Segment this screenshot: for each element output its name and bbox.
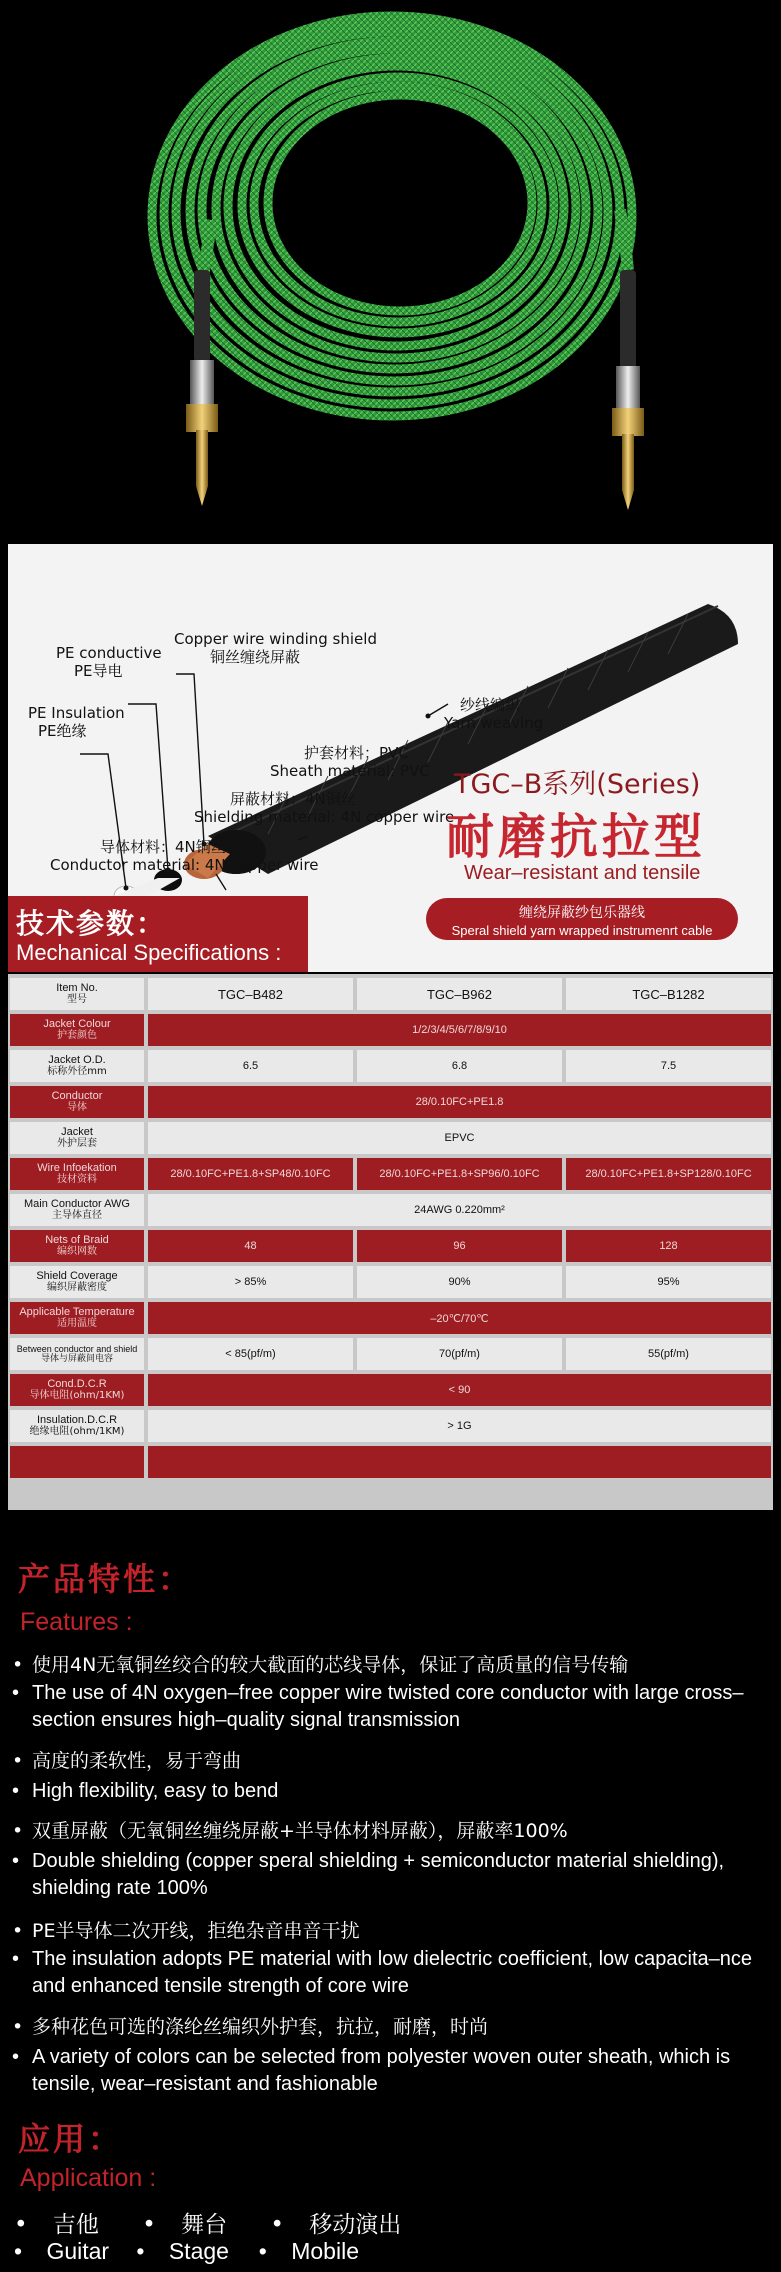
cable-type-pill: [426, 898, 738, 940]
row-label-en: Between conductor and shield: [16, 1344, 138, 1354]
empty-cell: [10, 1446, 144, 1478]
table-row: [8, 1336, 773, 1370]
row-label-en: Conductor: [51, 1090, 103, 1102]
feature-text: 使用4N无氧铜丝绞合的较大截面的芯线导体，保证了高质量的信号传输: [32, 1654, 629, 1676]
row-value-1: < 85(pf/m): [148, 1338, 353, 1370]
header-col-1: TGC–B482: [148, 978, 353, 1010]
row-label: [10, 1086, 144, 1118]
row-value-2: 6.8: [357, 1050, 562, 1082]
feature-text: Double shielding (copper speral shielding + semiconductor material shielding), shielding rate 100%: [32, 1850, 725, 1899]
table-row: [8, 1192, 773, 1226]
pill-cn: 缠绕屏蔽纱包乐器线: [519, 905, 645, 921]
row-label-en: Applicable Temperature: [19, 1306, 135, 1318]
row-label: [10, 1050, 144, 1082]
feature-item-3-en: [12, 1848, 772, 1902]
row-label: [10, 1158, 144, 1190]
row-value: < 90: [148, 1374, 771, 1406]
table-row-empty: [8, 1444, 773, 1478]
row-value-2: 90%: [357, 1266, 562, 1298]
label-sheath-en: Sheath material: PVC: [270, 762, 430, 780]
row-value-3: 95%: [566, 1266, 771, 1298]
bullet-icon: •: [14, 2212, 28, 2238]
feature-item-3-cn: [12, 1818, 772, 1845]
table-header-label: [10, 978, 144, 1010]
table-row: [8, 1264, 773, 1298]
row-label-en: Nets of Braid: [45, 1234, 109, 1246]
row-value: –20℃/70℃: [148, 1302, 771, 1334]
row-label-en: Cond.D.C.R: [47, 1378, 107, 1390]
spec-banner-en: Mechanical Specifications :: [16, 940, 282, 965]
feature-text: 多种花色可选的涤纶丝编织外护套，抗拉，耐磨，时尚: [32, 2016, 489, 2038]
row-label-cn: 外护层套: [57, 1138, 97, 1149]
label-copper-shield-en: Copper wire winding shield: [174, 630, 377, 648]
row-label-cn: 导体电阻(ohm/1KM): [29, 1390, 125, 1401]
product-type-subtitle: Wear–resistant and tensile: [464, 862, 701, 884]
feature-item-1-en: [12, 1680, 772, 1734]
app-label: Guitar: [46, 2238, 110, 2264]
bullet-icon: •: [12, 1948, 20, 1970]
table-row: [8, 1408, 773, 1442]
empty-cell: [148, 1446, 771, 1478]
bullet-icon: •: [136, 2238, 145, 2264]
row-label-cn: 护套颜色: [57, 1030, 97, 1041]
row-value-3: 128: [566, 1230, 771, 1262]
features-title-cn: 产品特性：: [18, 1560, 194, 1598]
bullet-icon: •: [12, 1780, 20, 1802]
product-type-title: 耐磨抗拉型: [446, 809, 707, 865]
feature-text: A variety of colors can be selected from polyester woven outer sheath, which is tensile, wear–resistant and fashionable: [32, 2046, 731, 2095]
row-label-cn: 绝缘电阻(ohm/1KM): [29, 1426, 125, 1437]
row-label-en: Shield Coverage: [36, 1270, 118, 1282]
table-row: [8, 1048, 773, 1082]
app-label: 移动演出: [309, 2212, 402, 2238]
row-label: [10, 1410, 144, 1442]
bullet-icon: •: [142, 2212, 156, 2238]
header-label-en: Item No.: [56, 982, 98, 994]
row-label-cn: 导体: [67, 1102, 87, 1113]
bullet-icon: •: [12, 1750, 24, 1772]
row-value-2: 70(pf/m): [357, 1338, 562, 1370]
feature-item-4-cn: [12, 1918, 772, 1945]
row-value: 24AWG 0.220mm²: [148, 1194, 771, 1226]
app-label: Stage: [168, 2238, 229, 2264]
feature-text: 双重屏蔽（无氧铜丝缠绕屏蔽+半导体材料屏蔽），屏蔽率100%: [32, 1820, 568, 1842]
row-value-2: 28/0.10FC+PE1.8+SP96/0.10FC: [357, 1158, 562, 1190]
bullet-icon: •: [12, 2016, 24, 2038]
row-value-1: 6.5: [148, 1050, 353, 1082]
bullet-icon: •: [12, 1654, 24, 1676]
bullet-icon: •: [12, 1850, 20, 1872]
bullet-icon: •: [12, 1682, 20, 1704]
coiled-cable-illustration: [0, 0, 781, 540]
row-label-en: Insulation.D.C.R: [36, 1414, 118, 1426]
row-label-cn: 标称外径mm: [47, 1066, 107, 1077]
label-sheath-cn: 护套材料：PVC: [304, 744, 409, 762]
app-item: [270, 2206, 419, 2239]
label-shielding-cn: 屏蔽材料：4N铜丝: [230, 790, 356, 808]
application-list-en: [14, 2238, 395, 2265]
application-list-cn: [14, 2206, 437, 2239]
label-pe-conductive-en: PE conductive: [56, 644, 162, 662]
feature-item-4-en: [12, 1946, 772, 2000]
row-label: [10, 1122, 144, 1154]
row-label: [10, 1194, 144, 1226]
app-item: [142, 2206, 245, 2239]
row-value-1: > 85%: [148, 1266, 353, 1298]
row-label: [10, 1266, 144, 1298]
row-value-3: 55(pf/m): [566, 1338, 771, 1370]
row-label: [10, 1338, 144, 1370]
feature-text: PE半导体二次开线，拒绝杂音串音干扰: [32, 1920, 360, 1942]
feature-text: The insulation adopts PE material with low dielectric coefficient, low capacita–nce and enhanced tensile strength of core wire: [32, 1948, 752, 1997]
row-value-1: 48: [148, 1230, 353, 1262]
table-row: [8, 1012, 773, 1046]
spec-banner-cn: 技术参数：: [16, 907, 167, 940]
cable-structure-diagram: [8, 544, 773, 972]
bullet-icon: •: [14, 2238, 23, 2264]
row-value-3: 7.5: [566, 1050, 771, 1082]
feature-item-5-cn: [12, 2014, 772, 2041]
series-title: TGC–B系列(Series): [454, 769, 701, 800]
bullet-icon: •: [12, 1920, 24, 1942]
label-pe-insulation-en: PE Insulation: [28, 704, 125, 722]
table-row: [8, 1084, 773, 1118]
row-label-en: Jacket: [61, 1126, 93, 1138]
table-row: [8, 1300, 773, 1334]
table-row: [8, 1372, 773, 1406]
row-label: [10, 1230, 144, 1262]
row-value: 28/0.10FC+PE1.8: [148, 1086, 771, 1118]
row-label-cn: 主导体直径: [52, 1210, 102, 1221]
pill-en: Speral shield yarn wrapped instrumenrt cable: [451, 923, 713, 938]
feature-text: 高度的柔软性，易于弯曲: [32, 1750, 242, 1772]
feature-text: High flexibility, easy to bend: [32, 1780, 279, 1802]
feature-item-5-en: [12, 2044, 772, 2098]
app-label: Mobile: [291, 2238, 359, 2264]
header-label-cn: 型号: [67, 994, 87, 1005]
row-label-cn: 适用温度: [57, 1318, 97, 1329]
row-label-cn: 技材资料: [57, 1174, 97, 1185]
row-label-en: Wire Infoekation: [37, 1162, 117, 1174]
label-pe-conductive-cn: PE导电: [74, 662, 123, 680]
table-header-row: [8, 976, 773, 1010]
row-label-en: Jacket O.D.: [48, 1054, 106, 1066]
label-copper-shield-cn: 铜丝缠绕屏蔽: [210, 648, 301, 666]
bullet-icon: •: [258, 2238, 267, 2264]
row-label-en: Main Conductor AWG: [24, 1198, 130, 1210]
spec-banner: [8, 896, 308, 972]
row-value: EPVC: [148, 1122, 771, 1154]
bullet-icon: •: [12, 2046, 20, 2068]
row-value: > 1G: [148, 1410, 771, 1442]
row-label-cn: 编织网数: [57, 1246, 97, 1257]
features-title-en: Features :: [20, 1608, 133, 1636]
row-value-1: 28/0.10FC+PE1.8+SP48/0.10FC: [148, 1158, 353, 1190]
table-row: [8, 1156, 773, 1190]
app-label: 舞台: [181, 2212, 228, 2238]
row-value-3: 28/0.10FC+PE1.8+SP128/0.10FC: [566, 1158, 771, 1190]
bullet-icon: •: [270, 2212, 284, 2238]
feature-item-2-en: [12, 1778, 772, 1805]
table-row: [8, 1120, 773, 1154]
row-value-2: 96: [357, 1230, 562, 1262]
row-label-cn: 编织屏蔽密度: [47, 1282, 107, 1293]
app-item: [259, 2238, 377, 2265]
label-pe-insulation-cn: PE绝缘: [38, 722, 87, 740]
label-shielding-en: Shielding material: 4N copper wire: [194, 808, 455, 826]
feature-text: The use of 4N oxygen–free copper wire twisted core conductor with large cross–section ensures high–quality signal transmission: [32, 1682, 744, 1731]
row-label-cn: 导体与屏蔽间电容: [40, 1354, 113, 1364]
feature-item-1-cn: [12, 1652, 772, 1679]
row-label-en: Jacket Colour: [43, 1018, 111, 1030]
hero-cable-image: [0, 0, 781, 540]
app-item: [14, 2238, 112, 2265]
row-label: [10, 1302, 144, 1334]
label-yarn-en: Yarn weaving: [444, 714, 544, 732]
label-yarn-cn: 纱线编织: [460, 696, 521, 714]
application-title-cn: 应用：: [18, 2120, 124, 2158]
bullet-icon: •: [12, 1820, 24, 1842]
feature-item-2-cn: [12, 1748, 772, 1775]
app-item: [14, 2206, 117, 2239]
application-title-en: Application :: [20, 2164, 157, 2192]
label-conductor-en: Conductor material: 4N copper wire: [50, 856, 319, 874]
row-label: [10, 1014, 144, 1046]
row-value: 1/2/3/4/5/6/7/8/9/10: [148, 1014, 771, 1046]
label-conductor-cn: 导体材料：4N铜丝: [100, 838, 226, 856]
header-col-2: TGC–B962: [357, 978, 562, 1010]
header-col-3: TGC–B1282: [566, 978, 771, 1010]
table-row: [8, 1228, 773, 1262]
row-label: [10, 1374, 144, 1406]
app-item: [136, 2238, 234, 2265]
features-section: [0, 1512, 781, 2272]
app-label: 吉他: [52, 2212, 99, 2238]
spec-table: [8, 974, 773, 1510]
